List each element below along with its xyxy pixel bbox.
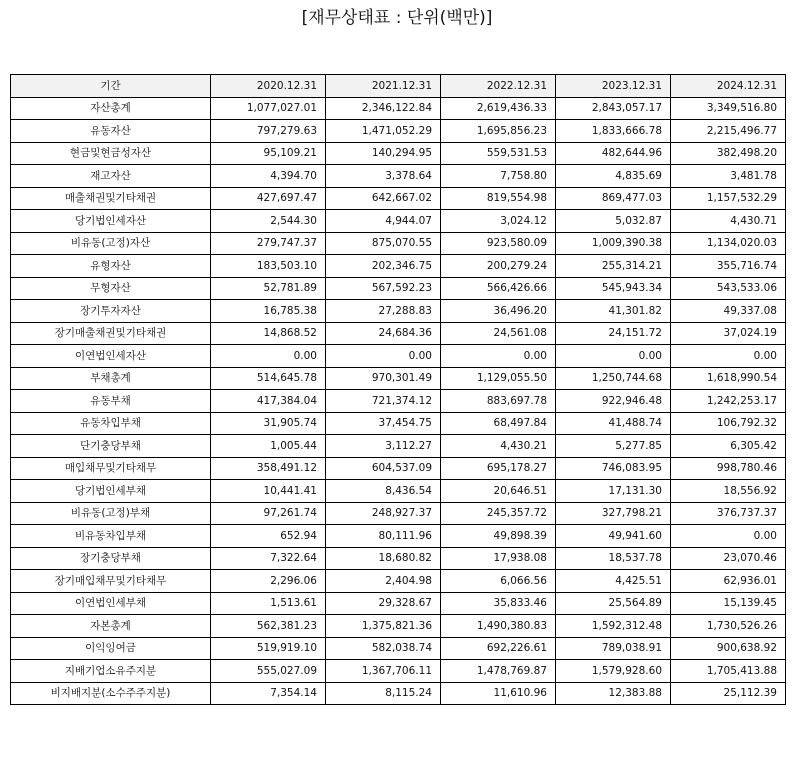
row-value: 41,301.82 (556, 300, 671, 323)
row-value: 545,943.34 (556, 277, 671, 300)
row-value: 7,322.64 (211, 547, 326, 570)
row-value: 1,005.44 (211, 435, 326, 458)
row-value: 3,481.78 (671, 165, 786, 188)
row-value: 36,496.20 (441, 300, 556, 323)
table-row (11, 232, 786, 255)
row-label: 이연법인세부채 (11, 592, 211, 615)
row-value: 1,367,706.11 (326, 660, 441, 683)
row-value: 97,261.74 (211, 502, 326, 525)
row-value: 37,454.75 (326, 412, 441, 435)
row-value: 17,938.08 (441, 547, 556, 570)
row-value: 417,384.04 (211, 390, 326, 413)
row-value: 970,301.49 (326, 367, 441, 390)
row-value: 35,833.46 (441, 592, 556, 615)
row-label: 현금및현금성자산 (11, 142, 211, 165)
header-period: 2021.12.31 (326, 75, 441, 98)
row-value: 3,112.27 (326, 435, 441, 458)
row-value: 8,436.54 (326, 480, 441, 503)
row-value: 49,941.60 (556, 525, 671, 548)
row-value: 37,024.19 (671, 322, 786, 345)
row-value: 604,537.09 (326, 457, 441, 480)
row-value: 562,381.23 (211, 615, 326, 638)
row-value: 3,024.12 (441, 210, 556, 233)
row-label: 재고자산 (11, 165, 211, 188)
table-row (11, 390, 786, 413)
row-value: 4,425.51 (556, 570, 671, 593)
row-value: 49,337.08 (671, 300, 786, 323)
row-value: 25,564.89 (556, 592, 671, 615)
table-row (11, 660, 786, 683)
table-row (11, 165, 786, 188)
row-label: 비유동(고정)부채 (11, 502, 211, 525)
row-value: 2,544.30 (211, 210, 326, 233)
row-label: 비지배지분(소수주주지분) (11, 682, 211, 705)
row-value: 18,556.92 (671, 480, 786, 503)
row-value: 106,792.32 (671, 412, 786, 435)
table-row (11, 322, 786, 345)
page-title: [재무상태표 : 단위(백만)] (301, 8, 493, 28)
row-value: 10,441.41 (211, 480, 326, 503)
table-row (11, 502, 786, 525)
row-value: 17,131.30 (556, 480, 671, 503)
table-row (11, 457, 786, 480)
row-value: 255,314.21 (556, 255, 671, 278)
table-row (11, 345, 786, 368)
table-row (11, 525, 786, 548)
row-value: 80,111.96 (326, 525, 441, 548)
row-value: 1,157,532.29 (671, 187, 786, 210)
row-value: 140,294.95 (326, 142, 441, 165)
row-value: 245,357.72 (441, 502, 556, 525)
row-value: 566,426.66 (441, 277, 556, 300)
row-value: 883,697.78 (441, 390, 556, 413)
row-value: 0.00 (211, 345, 326, 368)
row-value: 875,070.55 (326, 232, 441, 255)
row-value: 18,537.78 (556, 547, 671, 570)
row-label: 이익잉여금 (11, 637, 211, 660)
row-value: 869,477.03 (556, 187, 671, 210)
row-value: 2,215,496.77 (671, 120, 786, 143)
row-value: 998,780.46 (671, 457, 786, 480)
row-label: 무형자산 (11, 277, 211, 300)
table-body (11, 97, 786, 705)
balance-sheet-table (10, 74, 786, 705)
table-header-row (11, 75, 786, 98)
row-value: 7,758.80 (441, 165, 556, 188)
row-label: 유동자산 (11, 120, 211, 143)
row-value: 7,354.14 (211, 682, 326, 705)
row-value: 1,009,390.38 (556, 232, 671, 255)
row-value: 24,684.36 (326, 322, 441, 345)
row-label: 유동부채 (11, 390, 211, 413)
row-value: 2,843,057.17 (556, 97, 671, 120)
row-value: 183,503.10 (211, 255, 326, 278)
row-value: 95,109.21 (211, 142, 326, 165)
row-value: 31,905.74 (211, 412, 326, 435)
header-period: 2022.12.31 (441, 75, 556, 98)
row-value: 8,115.24 (326, 682, 441, 705)
row-value: 695,178.27 (441, 457, 556, 480)
row-value: 248,927.37 (326, 502, 441, 525)
table-row (11, 682, 786, 705)
row-value: 797,279.63 (211, 120, 326, 143)
row-value: 4,430.21 (441, 435, 556, 458)
row-value: 0.00 (556, 345, 671, 368)
row-value: 1,833,666.78 (556, 120, 671, 143)
row-value: 923,580.09 (441, 232, 556, 255)
table-row (11, 97, 786, 120)
row-value: 15,139.45 (671, 592, 786, 615)
row-value: 18,680.82 (326, 547, 441, 570)
row-value: 721,374.12 (326, 390, 441, 413)
row-label: 장기투자자산 (11, 300, 211, 323)
row-value: 652.94 (211, 525, 326, 548)
row-value: 1,695,856.23 (441, 120, 556, 143)
row-value: 0.00 (326, 345, 441, 368)
row-label: 비유동차입부채 (11, 525, 211, 548)
row-label: 유동차입부채 (11, 412, 211, 435)
row-value: 692,226.61 (441, 637, 556, 660)
row-value: 3,378.64 (326, 165, 441, 188)
table-row (11, 412, 786, 435)
row-value: 900,638.92 (671, 637, 786, 660)
row-value: 4,394.70 (211, 165, 326, 188)
row-value: 68,497.84 (441, 412, 556, 435)
row-value: 1,730,526.26 (671, 615, 786, 638)
row-value: 6,305.42 (671, 435, 786, 458)
row-label: 매입채무및기타채무 (11, 457, 211, 480)
row-label: 이연법인세자산 (11, 345, 211, 368)
row-label: 부채총계 (11, 367, 211, 390)
row-value: 1,618,990.54 (671, 367, 786, 390)
table-row (11, 570, 786, 593)
header-period: 2024.12.31 (671, 75, 786, 98)
row-value: 4,430.71 (671, 210, 786, 233)
row-value: 52,781.89 (211, 277, 326, 300)
row-value: 519,919.10 (211, 637, 326, 660)
row-value: 482,644.96 (556, 142, 671, 165)
table-row (11, 300, 786, 323)
row-value: 5,032.87 (556, 210, 671, 233)
row-value: 376,737.37 (671, 502, 786, 525)
row-value: 2,296.06 (211, 570, 326, 593)
row-value: 543,533.06 (671, 277, 786, 300)
table-row (11, 637, 786, 660)
row-value: 3,349,516.80 (671, 97, 786, 120)
header-period: 2023.12.31 (556, 75, 671, 98)
row-label: 매출채권및기타채권 (11, 187, 211, 210)
table-row (11, 615, 786, 638)
row-label: 장기충당부채 (11, 547, 211, 570)
row-value: 5,277.85 (556, 435, 671, 458)
row-value: 41,488.74 (556, 412, 671, 435)
row-value: 200,279.24 (441, 255, 556, 278)
row-value: 4,944.07 (326, 210, 441, 233)
row-value: 6,066.56 (441, 570, 556, 593)
row-value: 14,868.52 (211, 322, 326, 345)
row-value: 202,346.75 (326, 255, 441, 278)
row-value: 922,946.48 (556, 390, 671, 413)
row-value: 582,038.74 (326, 637, 441, 660)
row-value: 1,490,380.83 (441, 615, 556, 638)
table-row (11, 547, 786, 570)
row-value: 23,070.46 (671, 547, 786, 570)
row-value: 1,077,027.01 (211, 97, 326, 120)
header-period-label: 기간 (11, 75, 211, 98)
row-label: 장기매입채무및기타채무 (11, 570, 211, 593)
row-label: 지배기업소유주지분 (11, 660, 211, 683)
row-value: 327,798.21 (556, 502, 671, 525)
row-value: 2,619,436.33 (441, 97, 556, 120)
row-value: 1,592,312.48 (556, 615, 671, 638)
row-value: 11,610.96 (441, 682, 556, 705)
row-value: 16,785.38 (211, 300, 326, 323)
row-value: 1,478,769.87 (441, 660, 556, 683)
row-value: 25,112.39 (671, 682, 786, 705)
row-value: 1,129,055.50 (441, 367, 556, 390)
table-row (11, 480, 786, 503)
row-value: 29,328.67 (326, 592, 441, 615)
table-row (11, 210, 786, 233)
table-row (11, 187, 786, 210)
row-value: 567,592.23 (326, 277, 441, 300)
row-value: 382,498.20 (671, 142, 786, 165)
row-value: 1,134,020.03 (671, 232, 786, 255)
row-value: 27,288.83 (326, 300, 441, 323)
row-label: 단기충당부채 (11, 435, 211, 458)
row-value: 1,242,253.17 (671, 390, 786, 413)
row-value: 358,491.12 (211, 457, 326, 480)
row-value: 1,579,928.60 (556, 660, 671, 683)
row-value: 559,531.53 (441, 142, 556, 165)
row-value: 12,383.88 (556, 682, 671, 705)
row-value: 62,936.01 (671, 570, 786, 593)
row-value: 789,038.91 (556, 637, 671, 660)
table-row (11, 120, 786, 143)
row-label: 유형자산 (11, 255, 211, 278)
row-value: 2,404.98 (326, 570, 441, 593)
row-label: 장기매출채권및기타채권 (11, 322, 211, 345)
row-value: 819,554.98 (441, 187, 556, 210)
row-value: 1,250,744.68 (556, 367, 671, 390)
row-value: 1,513.61 (211, 592, 326, 615)
table-row (11, 592, 786, 615)
row-value: 642,667.02 (326, 187, 441, 210)
row-value: 355,716.74 (671, 255, 786, 278)
row-label: 비유동(고정)자산 (11, 232, 211, 255)
row-value: 1,375,821.36 (326, 615, 441, 638)
row-value: 2,346,122.84 (326, 97, 441, 120)
row-value: 0.00 (441, 345, 556, 368)
row-value: 427,697.47 (211, 187, 326, 210)
row-label: 자산총계 (11, 97, 211, 120)
table-row (11, 255, 786, 278)
table-row (11, 435, 786, 458)
row-value: 0.00 (671, 345, 786, 368)
header-period: 2020.12.31 (211, 75, 326, 98)
row-value: 4,835.69 (556, 165, 671, 188)
table-row (11, 277, 786, 300)
row-value: 49,898.39 (441, 525, 556, 548)
row-label: 자본총계 (11, 615, 211, 638)
row-value: 20,646.51 (441, 480, 556, 503)
table-row (11, 367, 786, 390)
row-value: 279,747.37 (211, 232, 326, 255)
table-row (11, 142, 786, 165)
row-value: 746,083.95 (556, 457, 671, 480)
row-value: 514,645.78 (211, 367, 326, 390)
row-value: 555,027.09 (211, 660, 326, 683)
row-value: 1,471,052.29 (326, 120, 441, 143)
row-label: 당기법인세부채 (11, 480, 211, 503)
row-value: 1,705,413.88 (671, 660, 786, 683)
row-value: 24,151.72 (556, 322, 671, 345)
row-value: 24,561.08 (441, 322, 556, 345)
row-label: 당기법인세자산 (11, 210, 211, 233)
row-value: 0.00 (671, 525, 786, 548)
